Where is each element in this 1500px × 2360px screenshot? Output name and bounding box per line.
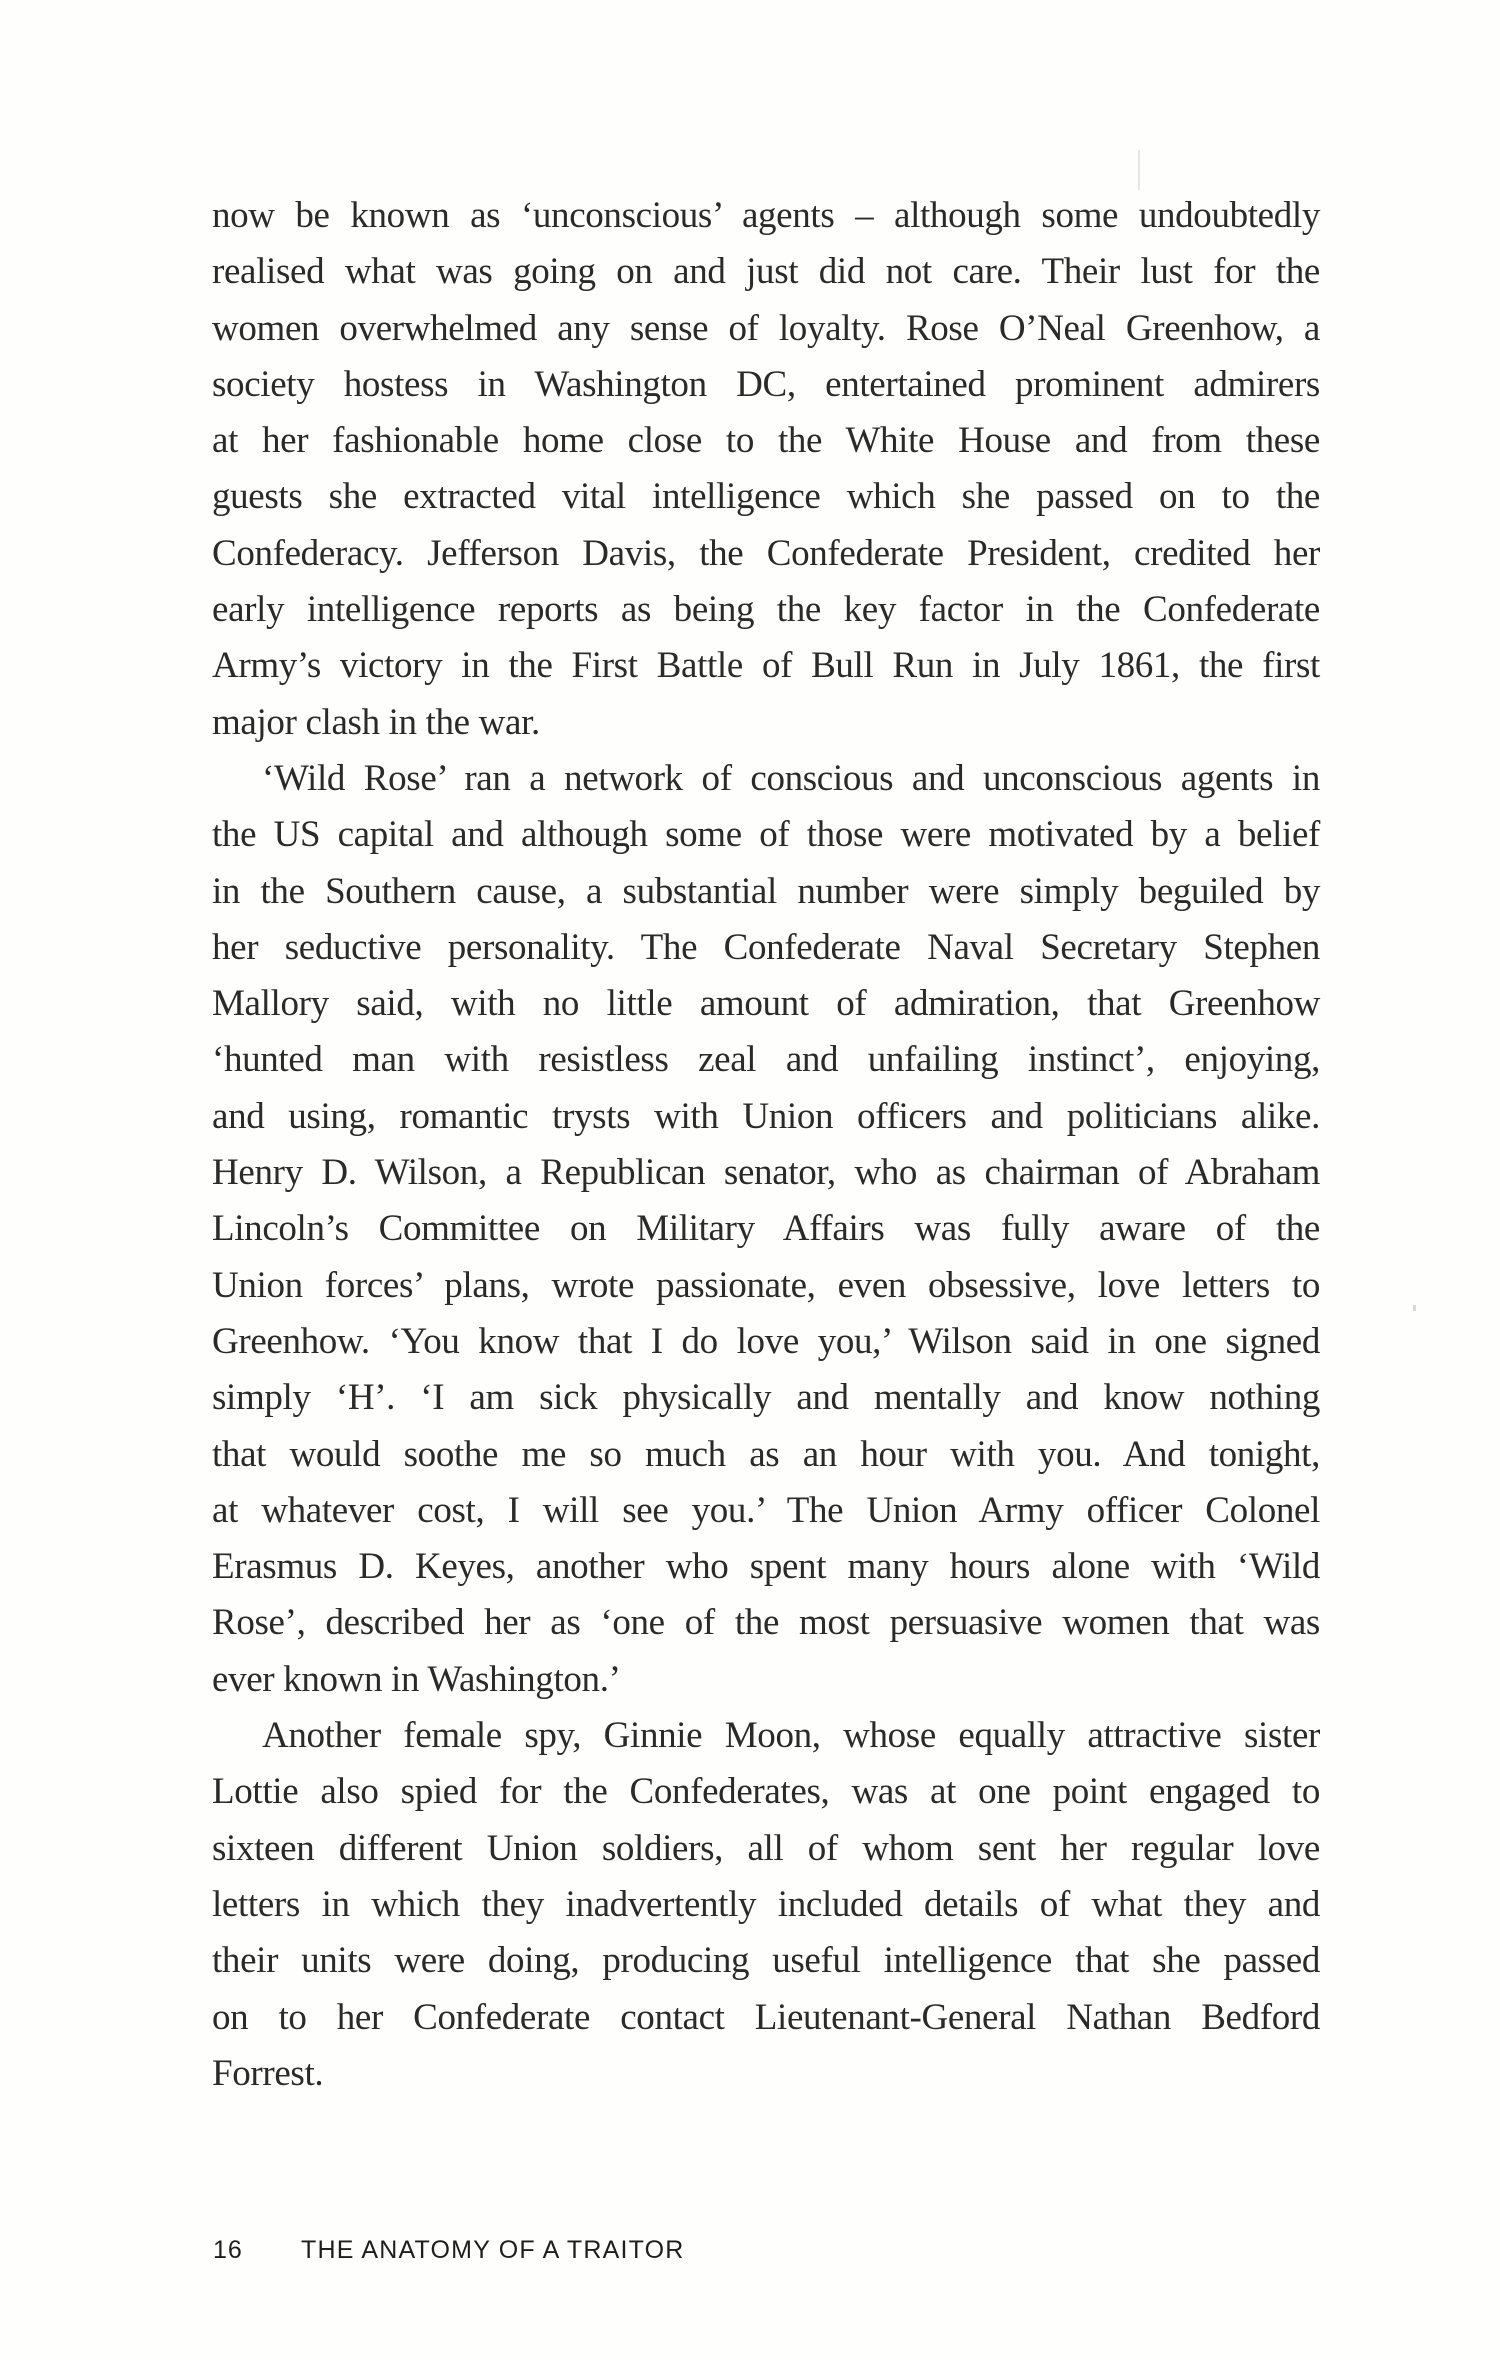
text-line: Greenhow. ‘You know that I do love you,’ Wilson said in one signed xyxy=(212,1320,1320,1362)
text-line: ‘Wild Rose’ ran a network of conscious and unconscious agents in xyxy=(262,757,1320,799)
text-line: on to her Confederate contact Lieutenant-General Nathan Bedford xyxy=(212,1996,1320,2038)
paragraph xyxy=(212,188,1320,751)
text-line: women overwhelmed any sense of loyalty. Rose O’Neal Greenhow, a xyxy=(212,307,1320,349)
scan-artifact xyxy=(1138,150,1140,190)
text-line: ‘hunted man with resistless zeal and unfailing instinct’, enjoying, xyxy=(212,1039,1320,1081)
text-line: Confederacy. Jefferson Davis, the Confederate President, credited her xyxy=(212,532,1320,574)
text-line: Union forces’ plans, wrote passionate, even obsessive, love letters to xyxy=(212,1264,1320,1306)
text-line: Henry D. Wilson, a Republican senator, who as chairman of Abraham xyxy=(212,1152,1320,1194)
text-line: sixteen different Union soldiers, all of whom sent her regular love xyxy=(212,1827,1320,1869)
text-line: and using, romantic trysts with Union officers and politicians alike. xyxy=(212,1095,1320,1137)
text-line: now be known as ‘unconscious’ agents – although some undoubtedly xyxy=(212,195,1320,236)
page-number: 16 xyxy=(213,2236,243,2264)
text-line: at her fashionable home close to the White House and from these xyxy=(212,420,1320,462)
paragraph xyxy=(212,751,1320,1708)
text-line: Erasmus D. Keyes, another who spent many hours alone with ‘Wild xyxy=(212,1546,1320,1588)
text-line: Army’s victory in the First Battle of Bull Run in July 1861, the first xyxy=(212,645,1320,687)
page-footer xyxy=(213,2236,685,2265)
text-line: simply ‘H’. ‘I am sick physically and mentally and know nothing xyxy=(212,1377,1320,1419)
text-line: Rose’, described her as ‘one of the most persuasive women that was xyxy=(212,1602,1320,1644)
text-line: at whatever cost, I will see you.’ The Union Army officer Colonel xyxy=(212,1489,1320,1531)
text-line: their units were doing, producing useful intelligence that she passed xyxy=(212,1940,1320,1982)
text-line: Lincoln’s Committee on Military Affairs was fully aware of the xyxy=(212,1208,1320,1250)
text-line: her seductive personality. The Confederate Naval Secretary Stephen xyxy=(212,926,1320,968)
text-line: that would soothe me so much as an hour with you. And tonight, xyxy=(212,1433,1320,1475)
text-line: guests she extracted vital intelligence which she passed on to the xyxy=(212,476,1320,518)
scan-artifact xyxy=(1413,1305,1416,1311)
text-line: letters in which they inadvertently included details of what they and xyxy=(212,1883,1320,1925)
text-line: Forrest. xyxy=(212,2052,324,2094)
text-line: early intelligence reports as being the key factor in the Confederate xyxy=(212,589,1320,631)
text-line: realised what was going on and just did not care. Their lust for the xyxy=(212,251,1320,293)
text-line: the US capital and although some of those were motivated by a belief xyxy=(212,814,1320,856)
text-line: ever known in Washington.’ xyxy=(212,1658,621,1700)
body-text xyxy=(212,188,1320,2102)
text-line: Lottie also spied for the Confederates, was at one point engaged to xyxy=(212,1771,1320,1813)
text-line: in the Southern cause, a substantial number were simply beguiled by xyxy=(212,870,1320,912)
text-line: society hostess in Washington DC, entertained prominent admirers xyxy=(212,363,1320,405)
text-line: Another female spy, Ginnie Moon, whose equally attractive sister xyxy=(262,1715,1320,1757)
text-line: Mallory said, with no little amount of admiration, that Greenhow xyxy=(212,983,1320,1025)
text-line: major clash in the war. xyxy=(212,701,540,743)
running-head: THE ANATOMY OF A TRAITOR xyxy=(301,2236,685,2264)
paragraph xyxy=(212,1708,1320,2102)
